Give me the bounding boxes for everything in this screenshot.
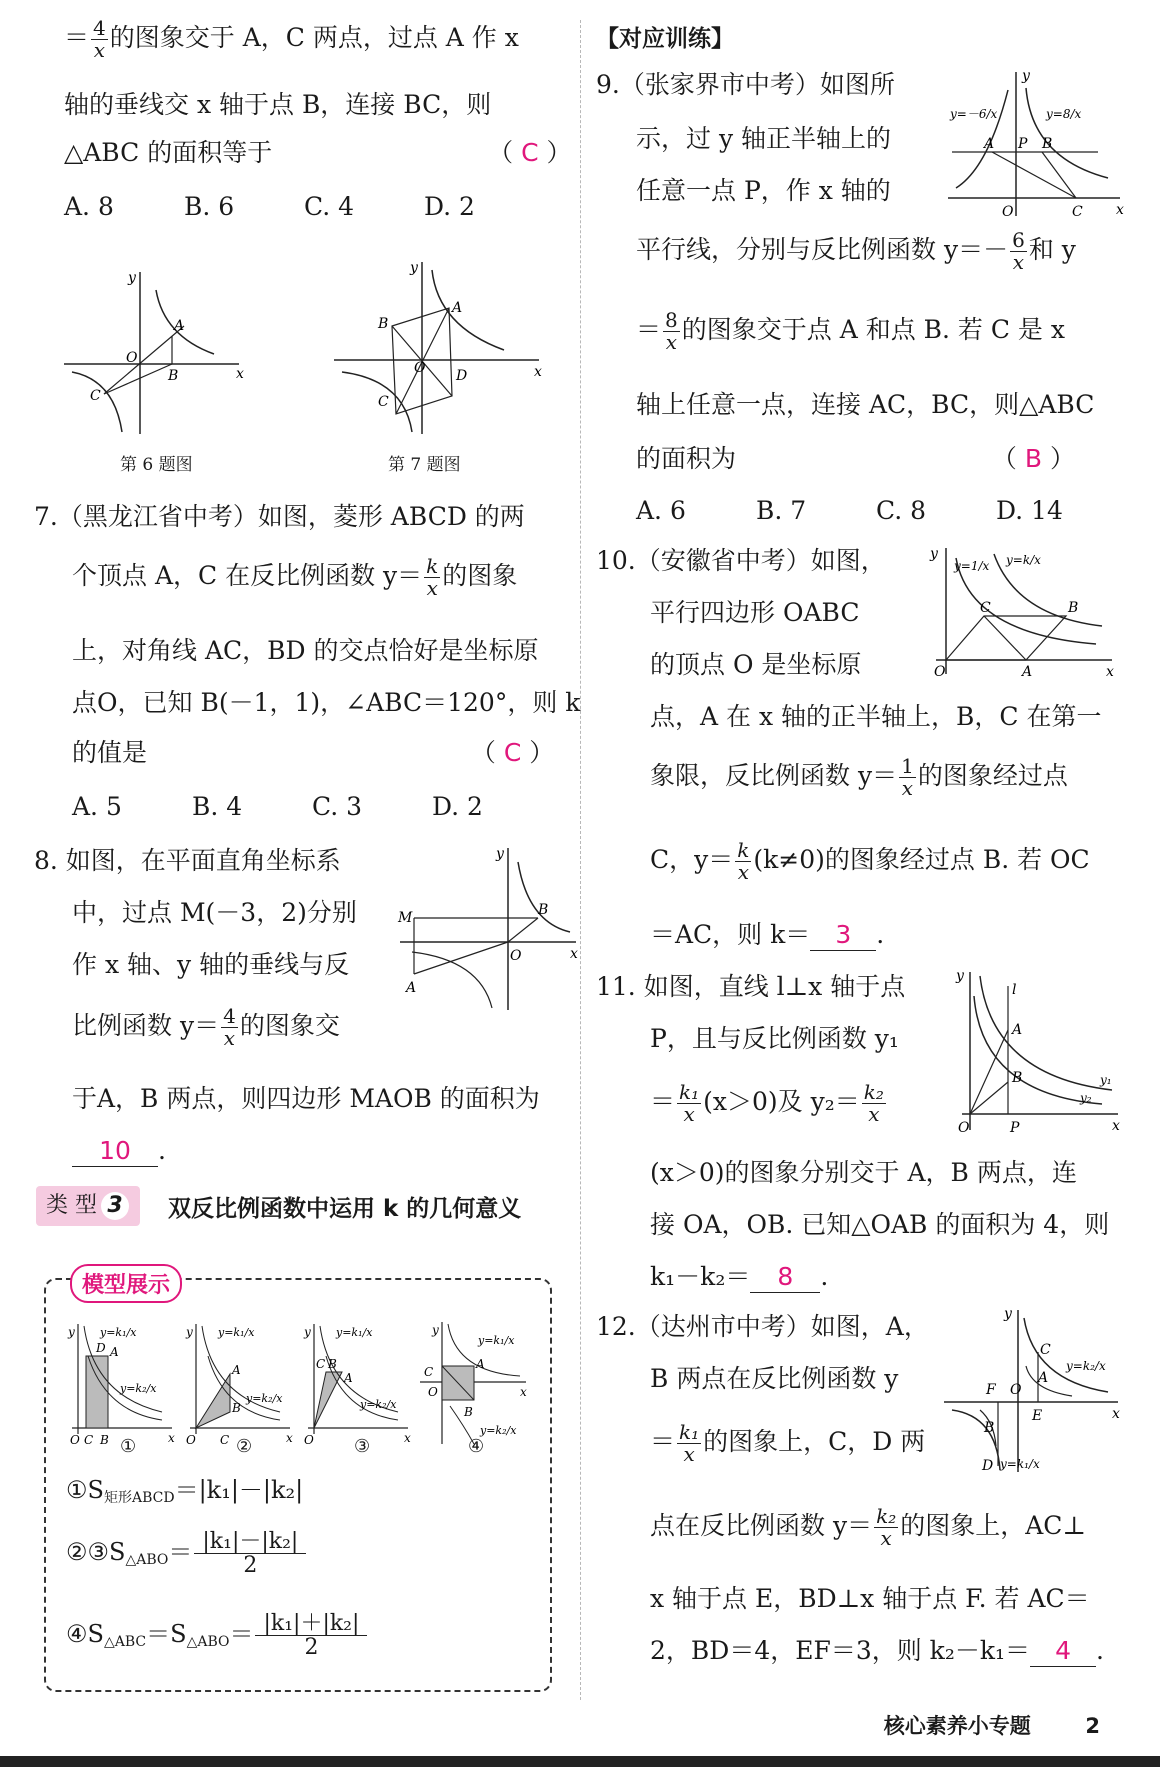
model-graph-2 <box>185 1324 293 1447</box>
q9-line6: 轴上任意一点，连接 AC，BC，则△ABC <box>636 390 1095 419</box>
model-graph-1 <box>67 1324 175 1447</box>
svg-text:y₁: y₁ <box>1100 1073 1112 1087</box>
svg-text:x: x <box>534 364 542 380</box>
svg-text:A: A <box>452 300 463 316</box>
q6-line3: △ABC 的面积等于 （ C ） <box>64 138 572 167</box>
fig12-graph <box>942 1306 1122 1476</box>
fig11-graph <box>952 966 1122 1136</box>
type3-title: 双反比例函数中运用 k 的几何意义 <box>168 1196 522 1222</box>
q6-answer-paren: （ C ） <box>488 138 572 167</box>
q11-line2: P，且与反比例函数 y₁ <box>650 1024 899 1053</box>
svg-text:y: y <box>68 1325 75 1339</box>
q11-line1: 11. 如图，直线 l⊥x 轴于点 <box>596 972 906 1001</box>
svg-text:A: A <box>984 136 995 152</box>
svg-text:C: C <box>980 600 991 616</box>
fig6-caption: 第 6 题图 <box>120 455 193 475</box>
q9-line3: 任意一点 P，作 x 轴的 <box>636 176 891 205</box>
q8-answer: 10 <box>99 1136 131 1165</box>
svg-text:C: C <box>84 1433 94 1447</box>
svg-text:A: A <box>1022 664 1033 680</box>
page-number: 2 <box>1085 1714 1100 1738</box>
q6-choice-b: B. 6 <box>184 192 235 221</box>
svg-text:C: C <box>424 1365 434 1379</box>
svg-text:A: A <box>110 1345 119 1359</box>
fig8-graph <box>400 842 580 1012</box>
svg-text:y: y <box>410 260 418 276</box>
q7-choice-c: C. 3 <box>312 792 363 821</box>
q7-line4: 点O，已知 B(－1，1)，∠ABC＝120°，则 k <box>72 688 581 717</box>
svg-text:y=－6/x: y=－6/x <box>950 107 998 121</box>
svg-text:x: x <box>1112 1118 1120 1134</box>
svg-text:D: D <box>456 368 468 384</box>
svg-text:B: B <box>538 902 549 918</box>
q10-line4: 点，A 在 x 轴的正半轴上，B，C 在第一 <box>650 702 1102 731</box>
q8-line3: 作 x 轴、y 轴的垂线与反 <box>72 950 350 979</box>
svg-text:B: B <box>984 1420 995 1436</box>
model-tag: 模型展示 <box>70 1264 182 1303</box>
q7-choice-b: B. 4 <box>192 792 243 821</box>
model-formula-2: $②③S_{\triangle ABO}=$ $\frac{\text{|k₁|－|k₂|}}{2}$ <box>66 1530 308 1577</box>
q10-line1: 10.（安徽省中考）如图， <box>596 546 886 575</box>
q9-choices <box>636 496 1116 526</box>
svg-text:x: x <box>236 366 244 382</box>
q8-line1: 8. 如图，在平面直角坐标系 <box>34 846 341 875</box>
svg-text:P: P <box>1010 1120 1020 1136</box>
svg-text:x: x <box>168 1431 175 1445</box>
svg-text:y=8/x: y=8/x <box>1046 107 1082 121</box>
svg-text:y=k₁/x: y=k₁/x <box>1000 1457 1040 1471</box>
fig9-graph <box>948 68 1124 218</box>
svg-text:B: B <box>1042 136 1053 152</box>
q11-line3: ＝ $\frac{\text{k₁}}{x}$ (x＞0)及 y₂＝ $\frac{\text{k₂}}{x}$ <box>650 1080 884 1126</box>
q9-choice-a: A. 6 <box>636 496 686 525</box>
model-formula-1: $①S_{矩形ABCD}=|k_1|-|k_2|$ <box>66 1476 304 1506</box>
q7-choices <box>72 792 552 822</box>
svg-text:y=k₂/x: y=k₂/x <box>120 1382 157 1395</box>
svg-text:O: O <box>304 1433 314 1447</box>
q6-choice-d: D. 2 <box>424 192 475 221</box>
svg-text:y=k₁/x: y=k₁/x <box>478 1334 515 1347</box>
svg-text:D: D <box>982 1458 994 1474</box>
svg-text:P: P <box>1018 136 1028 152</box>
svg-text:A: A <box>344 1371 353 1385</box>
fig6-graph <box>64 266 244 436</box>
model-formula-3: $④S_{\triangle ABC}=S_{\triangle ABO}=$ $\frac{\text{|k₁|＋|k₂|}}{2}$ <box>66 1612 369 1659</box>
svg-text:M: M <box>398 910 413 926</box>
svg-text:C: C <box>1040 1342 1051 1358</box>
svg-text:C: C <box>378 394 389 410</box>
q7-choice-d: D. 2 <box>432 792 483 821</box>
fig7-caption: 第 7 题图 <box>388 455 461 475</box>
section-title: 【对应训练】 <box>596 26 734 52</box>
q9-choice-c: C. 8 <box>876 496 927 525</box>
q9-answer: B <box>1024 444 1043 473</box>
svg-text:A: A <box>1038 1370 1049 1386</box>
q8-line4: 比例函数 y＝ $\frac{4}{x}$ 的图象交 <box>72 1004 340 1050</box>
bottom-bar <box>0 1756 1160 1767</box>
q8-line5: 于A，B 两点，则四边形 MAOB 的面积为 <box>72 1084 540 1113</box>
q7-line3: 上，对角线 AC，BD 的交点恰好是坐标原 <box>72 636 539 665</box>
q11-line6: k₁－k₂＝ 8 . <box>650 1262 829 1291</box>
svg-text:D: D <box>96 1341 106 1355</box>
svg-text:y=k/x: y=k/x <box>1006 553 1041 567</box>
svg-text:B: B <box>1012 1070 1023 1086</box>
svg-text:y=k₁/x: y=k₁/x <box>336 1326 373 1339</box>
svg-text:B: B <box>328 1357 337 1371</box>
q9-line5: ＝ $\frac{8}{x}$ 的图象交于点 A 和点 B. 若 C 是 x <box>636 308 1065 354</box>
q12-line6: 2，BD＝4，EF＝3，则 k₂－k₁＝ 4 . <box>650 1636 1104 1665</box>
q7-answer-paren: （ C ） <box>470 738 555 767</box>
page-footer <box>884 1710 1100 1740</box>
svg-text:y=k₂/x: y=k₂/x <box>246 1392 283 1405</box>
q6-choice-c: C. 4 <box>304 192 355 221</box>
fig10-graph <box>926 544 1116 684</box>
q10-answer: 3 <box>835 920 852 949</box>
svg-text:A: A <box>1012 1022 1023 1038</box>
q10-line3: 的顶点 O 是坐标原 <box>650 650 862 679</box>
svg-text:C: C <box>220 1433 230 1447</box>
svg-text:A: A <box>174 318 185 334</box>
q9-line2: 示，过 y 轴正半轴上的 <box>636 124 892 153</box>
svg-text:O: O <box>126 350 138 366</box>
q7-choice-a: A. 5 <box>72 792 122 821</box>
svg-text:B: B <box>168 368 179 384</box>
svg-text:y₂: y₂ <box>1080 1091 1092 1105</box>
svg-text:y=1/x: y=1/x <box>954 559 990 573</box>
svg-text:A: A <box>476 1357 485 1371</box>
q12-line2: B 两点在反比例函数 y <box>650 1364 899 1393</box>
svg-text:x: x <box>520 1385 527 1399</box>
svg-text:x: x <box>1106 664 1114 680</box>
model-graphs <box>66 1316 536 1456</box>
svg-text:y=k₂/x: y=k₂/x <box>360 1398 397 1411</box>
model-graph-4 <box>420 1322 527 1444</box>
svg-text:O: O <box>510 948 522 964</box>
footer-title: 核心素养小专题 <box>883 1714 1031 1738</box>
svg-text:O: O <box>958 1120 970 1136</box>
svg-text:y: y <box>496 846 504 862</box>
svg-text:x: x <box>404 1431 411 1445</box>
model-label-3: ③ <box>354 1436 371 1457</box>
model-label-1: ① <box>120 1436 137 1457</box>
svg-text:A: A <box>232 1363 241 1377</box>
svg-text:O: O <box>934 664 946 680</box>
q10-line2: 平行四边形 OABC <box>650 598 860 627</box>
fig7-graph <box>334 256 554 436</box>
q12-line4: 点在反比例函数 y＝ $\frac{\text{k₂}}{x}$ 的图象上，AC⊥ <box>650 1504 1086 1550</box>
q9-choice-b: B. 7 <box>756 496 807 525</box>
q7-line2: 个顶点 A，C 在反比例函数 y＝ $\frac{k}{x}$ 的图象 <box>72 554 518 600</box>
svg-text:C: C <box>90 388 101 404</box>
q6-line2: 轴的垂线交 x 轴于点 B，连接 BC，则 <box>64 90 492 119</box>
q7-answer: C <box>503 738 522 767</box>
q6-choices <box>64 192 544 222</box>
q9-choice-d: D. 14 <box>996 496 1063 525</box>
svg-text:y=k₁/x: y=k₁/x <box>100 1326 137 1339</box>
svg-text:O: O <box>1010 1382 1022 1398</box>
q9-line4: 平行线，分别与反比例函数 y＝－ $\frac{6}{x}$ 和 y <box>636 228 1076 274</box>
svg-text:B: B <box>378 316 389 332</box>
q6-choice-a: A. 8 <box>64 192 114 221</box>
q12-line3: ＝ $\frac{\text{k₁}}{x}$ 的图象上，C，D 两 <box>650 1420 926 1466</box>
column-divider <box>580 20 581 1700</box>
q11-line5: 接 OA，OB. 已知△OAB 的面积为 4，则 <box>650 1210 1110 1239</box>
svg-text:y: y <box>432 1323 439 1337</box>
svg-text:x: x <box>1112 1406 1120 1422</box>
q9-line7: 的面积为 （ B ） <box>636 444 1075 473</box>
svg-text:y: y <box>128 270 136 286</box>
q6-answer: C <box>521 138 539 167</box>
svg-text:y=k₂/x: y=k₂/x <box>480 1424 517 1437</box>
q10-line5: 象限，反比例函数 y＝ $\frac{1}{x}$ 的图象经过点 <box>650 754 1068 800</box>
svg-text:l: l <box>1012 982 1017 998</box>
q11-answer: 8 <box>777 1262 794 1291</box>
svg-text:O: O <box>1002 204 1014 220</box>
q8-line2: 中，过点 M(－3，2)分别 <box>72 898 357 927</box>
svg-text:C: C <box>1072 204 1083 220</box>
svg-text:y: y <box>930 546 938 562</box>
q9-answer-paren: （ B ） <box>991 444 1075 473</box>
svg-text:C: C <box>316 1357 326 1371</box>
svg-text:y: y <box>1022 68 1030 84</box>
svg-text:x: x <box>570 946 578 962</box>
q7-line5: 的值是 （ C ） <box>72 738 555 767</box>
model-graph-3 <box>303 1324 411 1447</box>
svg-text:E: E <box>1032 1408 1043 1424</box>
q11-line4: (x＞0)的图象分别交于 A，B 两点，连 <box>650 1158 1077 1187</box>
svg-text:B: B <box>464 1405 473 1419</box>
svg-text:O: O <box>414 360 426 376</box>
svg-text:O: O <box>70 1433 80 1447</box>
svg-text:B: B <box>232 1401 241 1415</box>
svg-text:F: F <box>986 1382 996 1398</box>
q10-line7: ＝AC，则 k＝ 3 . <box>650 920 885 949</box>
svg-text:y=k₂/x: y=k₂/x <box>1066 1359 1106 1373</box>
svg-text:O: O <box>186 1433 196 1447</box>
svg-text:x: x <box>1116 202 1124 218</box>
svg-text:y: y <box>1004 1306 1012 1322</box>
svg-text:y: y <box>956 968 964 984</box>
svg-text:A: A <box>406 980 417 996</box>
q10-line6: C，y＝ $\frac{k}{x}$ (k≠0)的图象经过点 B. 若 OC <box>650 838 1090 884</box>
svg-text:x: x <box>286 1431 293 1445</box>
q12-line1: 12.（达州市中考）如图，A， <box>596 1312 929 1341</box>
svg-text:y=k₁/x: y=k₁/x <box>218 1326 255 1339</box>
svg-text:O: O <box>428 1385 438 1399</box>
model-label-2: ② <box>236 1436 253 1457</box>
type3-badge: 类 型 3 <box>36 1186 140 1226</box>
q8-answer-line: 10 . <box>72 1136 166 1167</box>
svg-text:y: y <box>304 1325 311 1339</box>
q9-line1: 9.（张家界市中考）如图所 <box>596 70 895 99</box>
q12-line5: x 轴于点 E，BD⊥x 轴于点 F. 若 AC＝ <box>650 1584 1090 1613</box>
q7-line1: 7.（黑龙江省中考）如图，菱形 ABCD 的两 <box>34 502 525 531</box>
svg-text:B: B <box>100 1433 109 1447</box>
model-label-4: ④ <box>468 1436 485 1457</box>
q12-answer: 4 <box>1055 1636 1071 1665</box>
q6-line1: ＝ $\frac{4}{x}$ 的图象交于 A，C 两点，过点 A 作 x <box>64 16 519 62</box>
svg-text:y: y <box>186 1325 193 1339</box>
svg-text:B: B <box>1068 600 1079 616</box>
